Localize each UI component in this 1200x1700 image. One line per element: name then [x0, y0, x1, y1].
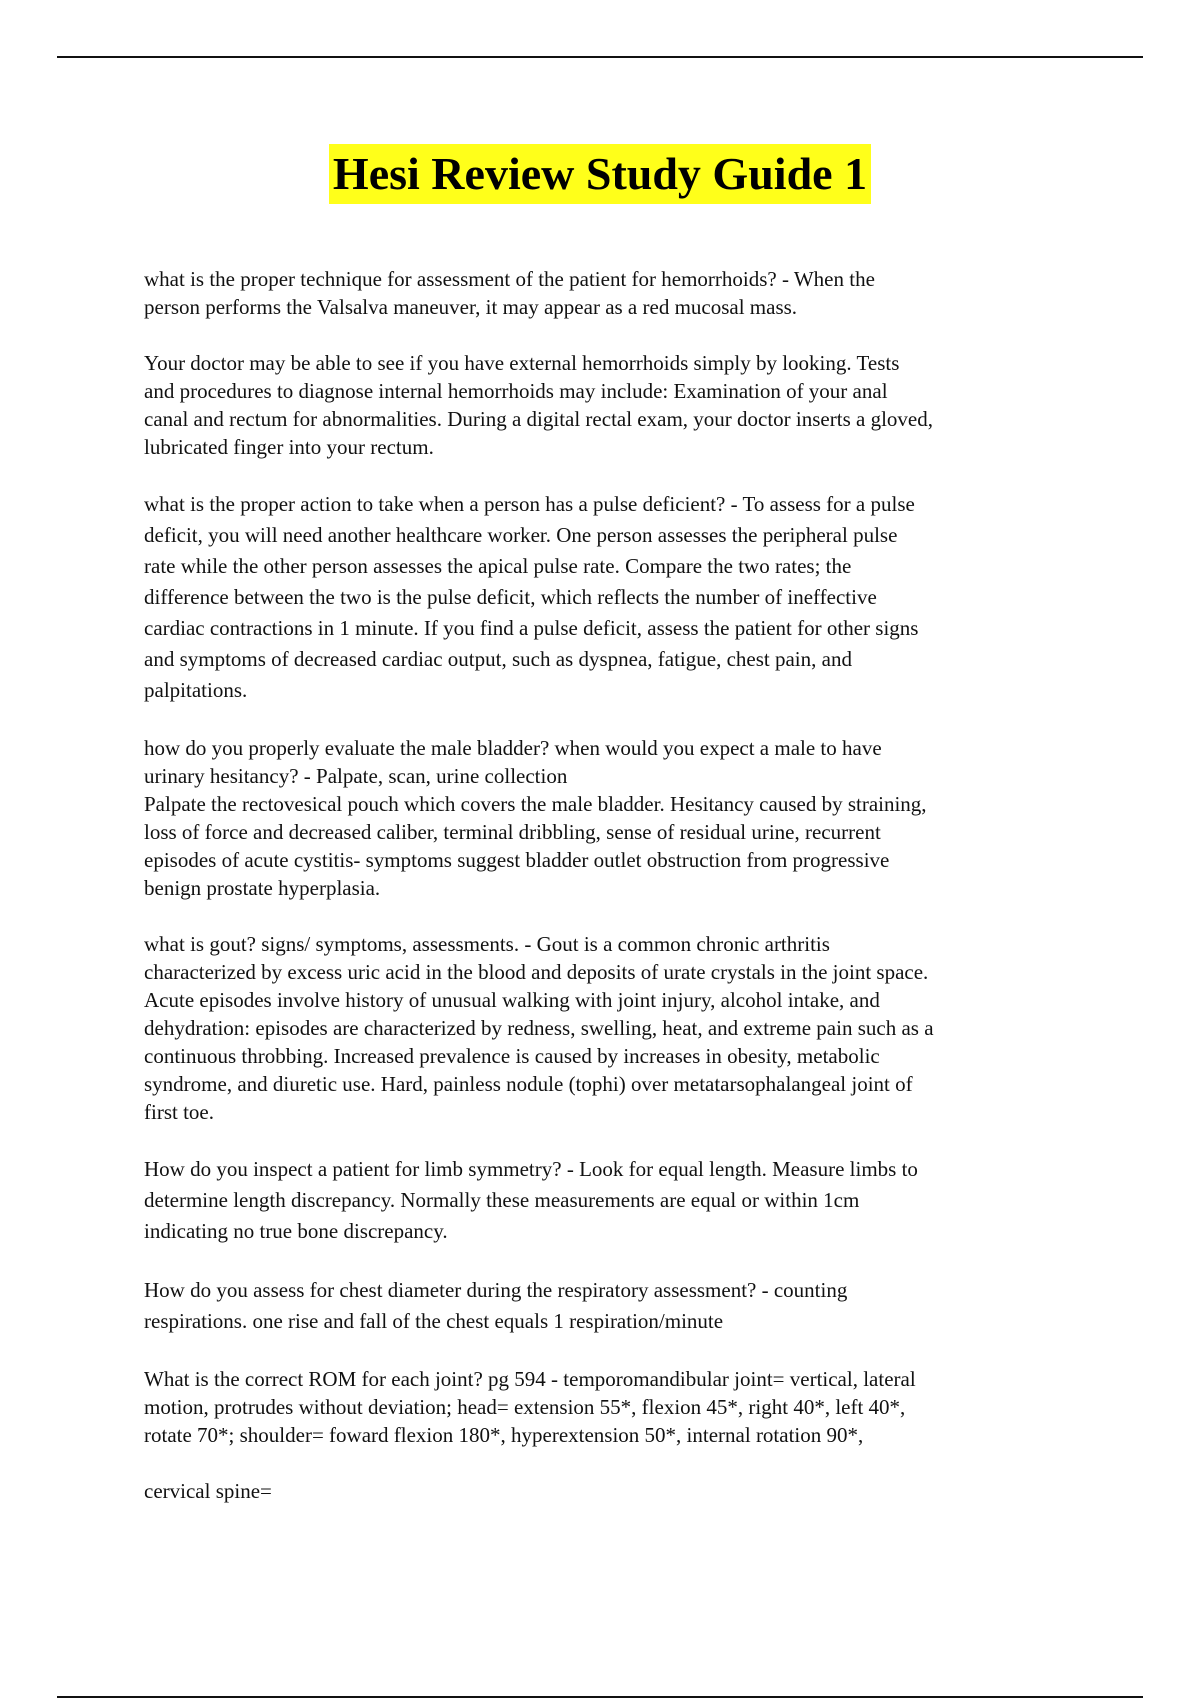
document-title: Hesi Review Study Guide 1: [329, 144, 871, 204]
paragraph-limb-symmetry: How do you inspect a patient for limb symmetry? - Look for equal length. Measure limbs to determine length discrepancy. Normally these measurements are equal or within 1cm indicating no true bone discrepancy.: [144, 1157, 918, 1243]
paragraph-rom: What is the correct ROM for each joint? pg 594 - temporomandibular joint= vertical, lateral motion, protrudes without deviation; head= extension 55*, flexion 45*, right 40*, left 40*, rotate 70*; shoulder= foward flexion 180*, hyperextension 50*, internal rotation 90*,: [144, 1367, 916, 1447]
paragraph-hemorrhoid-diagnosis: Your doctor may be able to see if you have external hemorrhoids simply by looking. Tests and procedures to diagnose internal hemorrhoids may include: Examination of your anal canal and rectum for abnormalities. During a digital rectal exam, your doctor inserts a gloved, lubricated finger into your rectum.: [144, 351, 933, 459]
paragraph-chest-diameter: How do you assess for chest diameter during the respiratory assessment? - counting respirations. one rise and fall of the chest equals 1 respiration/minute: [144, 1278, 848, 1333]
paragraph-cervical-spine: cervical spine=: [144, 1479, 272, 1503]
paragraph-hemorrhoid-assessment: what is the proper technique for assessment of the patient for hemorrhoids? - When the person performs the Valsalva maneuver, it may appear as a red mucosal mass.: [144, 267, 875, 319]
paragraph-male-bladder: how do you properly evaluate the male bladder? when would you expect a male to have urinary hesitancy? - Palpate, scan, urine collection Palpate the rectovesical pouch which covers the male bladder. Hesitancy caused by straining, loss of force and decreased caliber, terminal dribbling, sense of residual urine, recurrent episodes of acute cystitis- symptoms suggest bladder outlet obstruction from progressive benign prostate hyperplasia.: [144, 736, 927, 900]
title-container: [0, 144, 1200, 204]
paragraph-gout: what is gout? signs/ symptoms, assessments. - Gout is a common chronic arthritis characterized by excess uric acid in the blood and deposits of urate crystals in the joint space. Acute episodes involve history of unusual walking with joint injury, alcohol intake, and dehydration: episodes are characterized by redness, swelling, heat, and extreme pain such as a continuous throbbing. Increased prevalence is caused by increases in obesity, metabolic syndrome, and diuretic use. Hard, painless nodule (tophi) over metatarsophalangeal joint of first toe.: [144, 932, 934, 1124]
bottom-rule: [57, 1696, 1143, 1698]
paragraph-pulse-deficit: what is the proper action to take when a person has a pulse deficient? - To assess for a pulse deficit, you will need another healthcare worker. One person assesses the peripheral pulse rate while the other person assesses the apical pulse rate. Compare the two rates; the difference between the two is the pulse deficit, which reflects the number of ineffective cardiac contractions in 1 minute. If you find a pulse deficit, assess the patient for other signs and symptoms of decreased cardiac output, such as dyspnea, fatigue, chest pain, and palpitations.: [144, 492, 919, 702]
top-rule: [57, 56, 1143, 58]
document-body: [144, 265, 1064, 1505]
